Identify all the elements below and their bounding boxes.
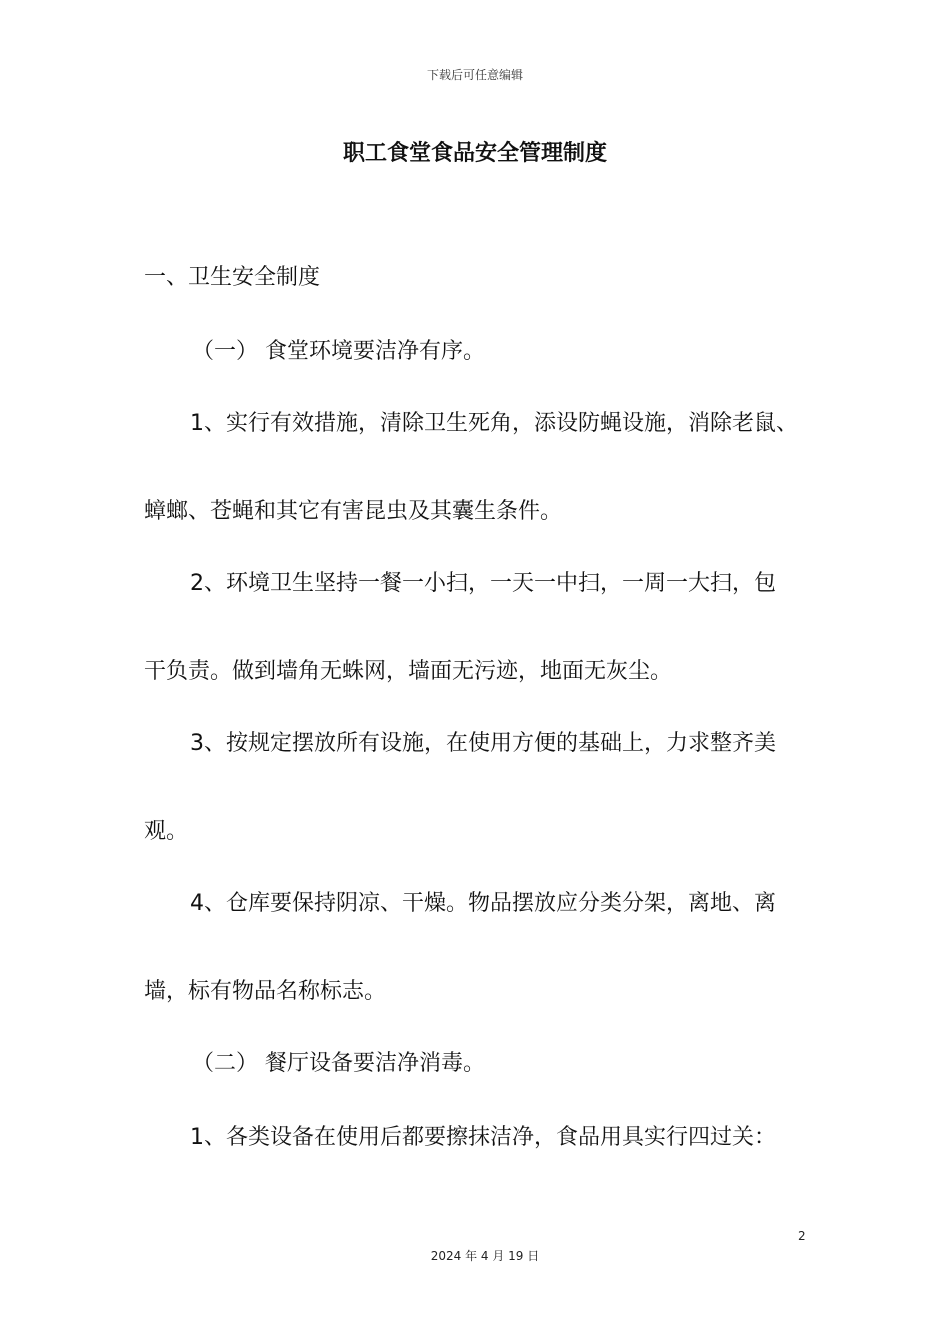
paragraph-line: 墙，标有物品名称标志。 [144, 979, 387, 1004]
section-heading: 一、卫生安全制度 [144, 265, 321, 290]
paragraph-line: 蟑螂、苍蝇和其它有害昆虫及其囊生条件。 [144, 499, 563, 524]
subsection-heading: （二） 餐厅设备要洁净消毒。 [192, 1051, 485, 1076]
page-number: 2 [798, 1229, 806, 1243]
paragraph-line: 4、仓库要保持阴凉、干燥。物品摆放应分类分架，离地、离 [190, 891, 776, 916]
paragraph-line: 3、按规定摆放所有设施，在使用方便的基础上，力求整齐美 [190, 731, 776, 756]
document-title: 职工食堂食品安全管理制度 [342, 141, 607, 166]
paragraph-line: 2、环境卫生坚持一餐一小扫，一天一中扫，一周一大扫，包 [190, 571, 776, 596]
paragraph-line: 观。 [144, 819, 189, 844]
page-date: 2024 年 4 月 19 日 [430, 1249, 540, 1263]
page-header-note: 下载后可任意编辑 [426, 68, 523, 82]
subsection-heading: （一） 食堂环境要洁净有序。 [192, 339, 485, 364]
paragraph-line: 干负责。做到墙角无蛛网，墙面无污迹，地面无灰尘。 [144, 659, 673, 684]
paragraph-line: 1、各类设备在使用后都要擦抹洁净，食品用具实行四过关： [190, 1125, 776, 1150]
paragraph-line: 1、实行有效措施，清除卫生死角，添设防蝇设施，消除老鼠、 [190, 411, 798, 436]
